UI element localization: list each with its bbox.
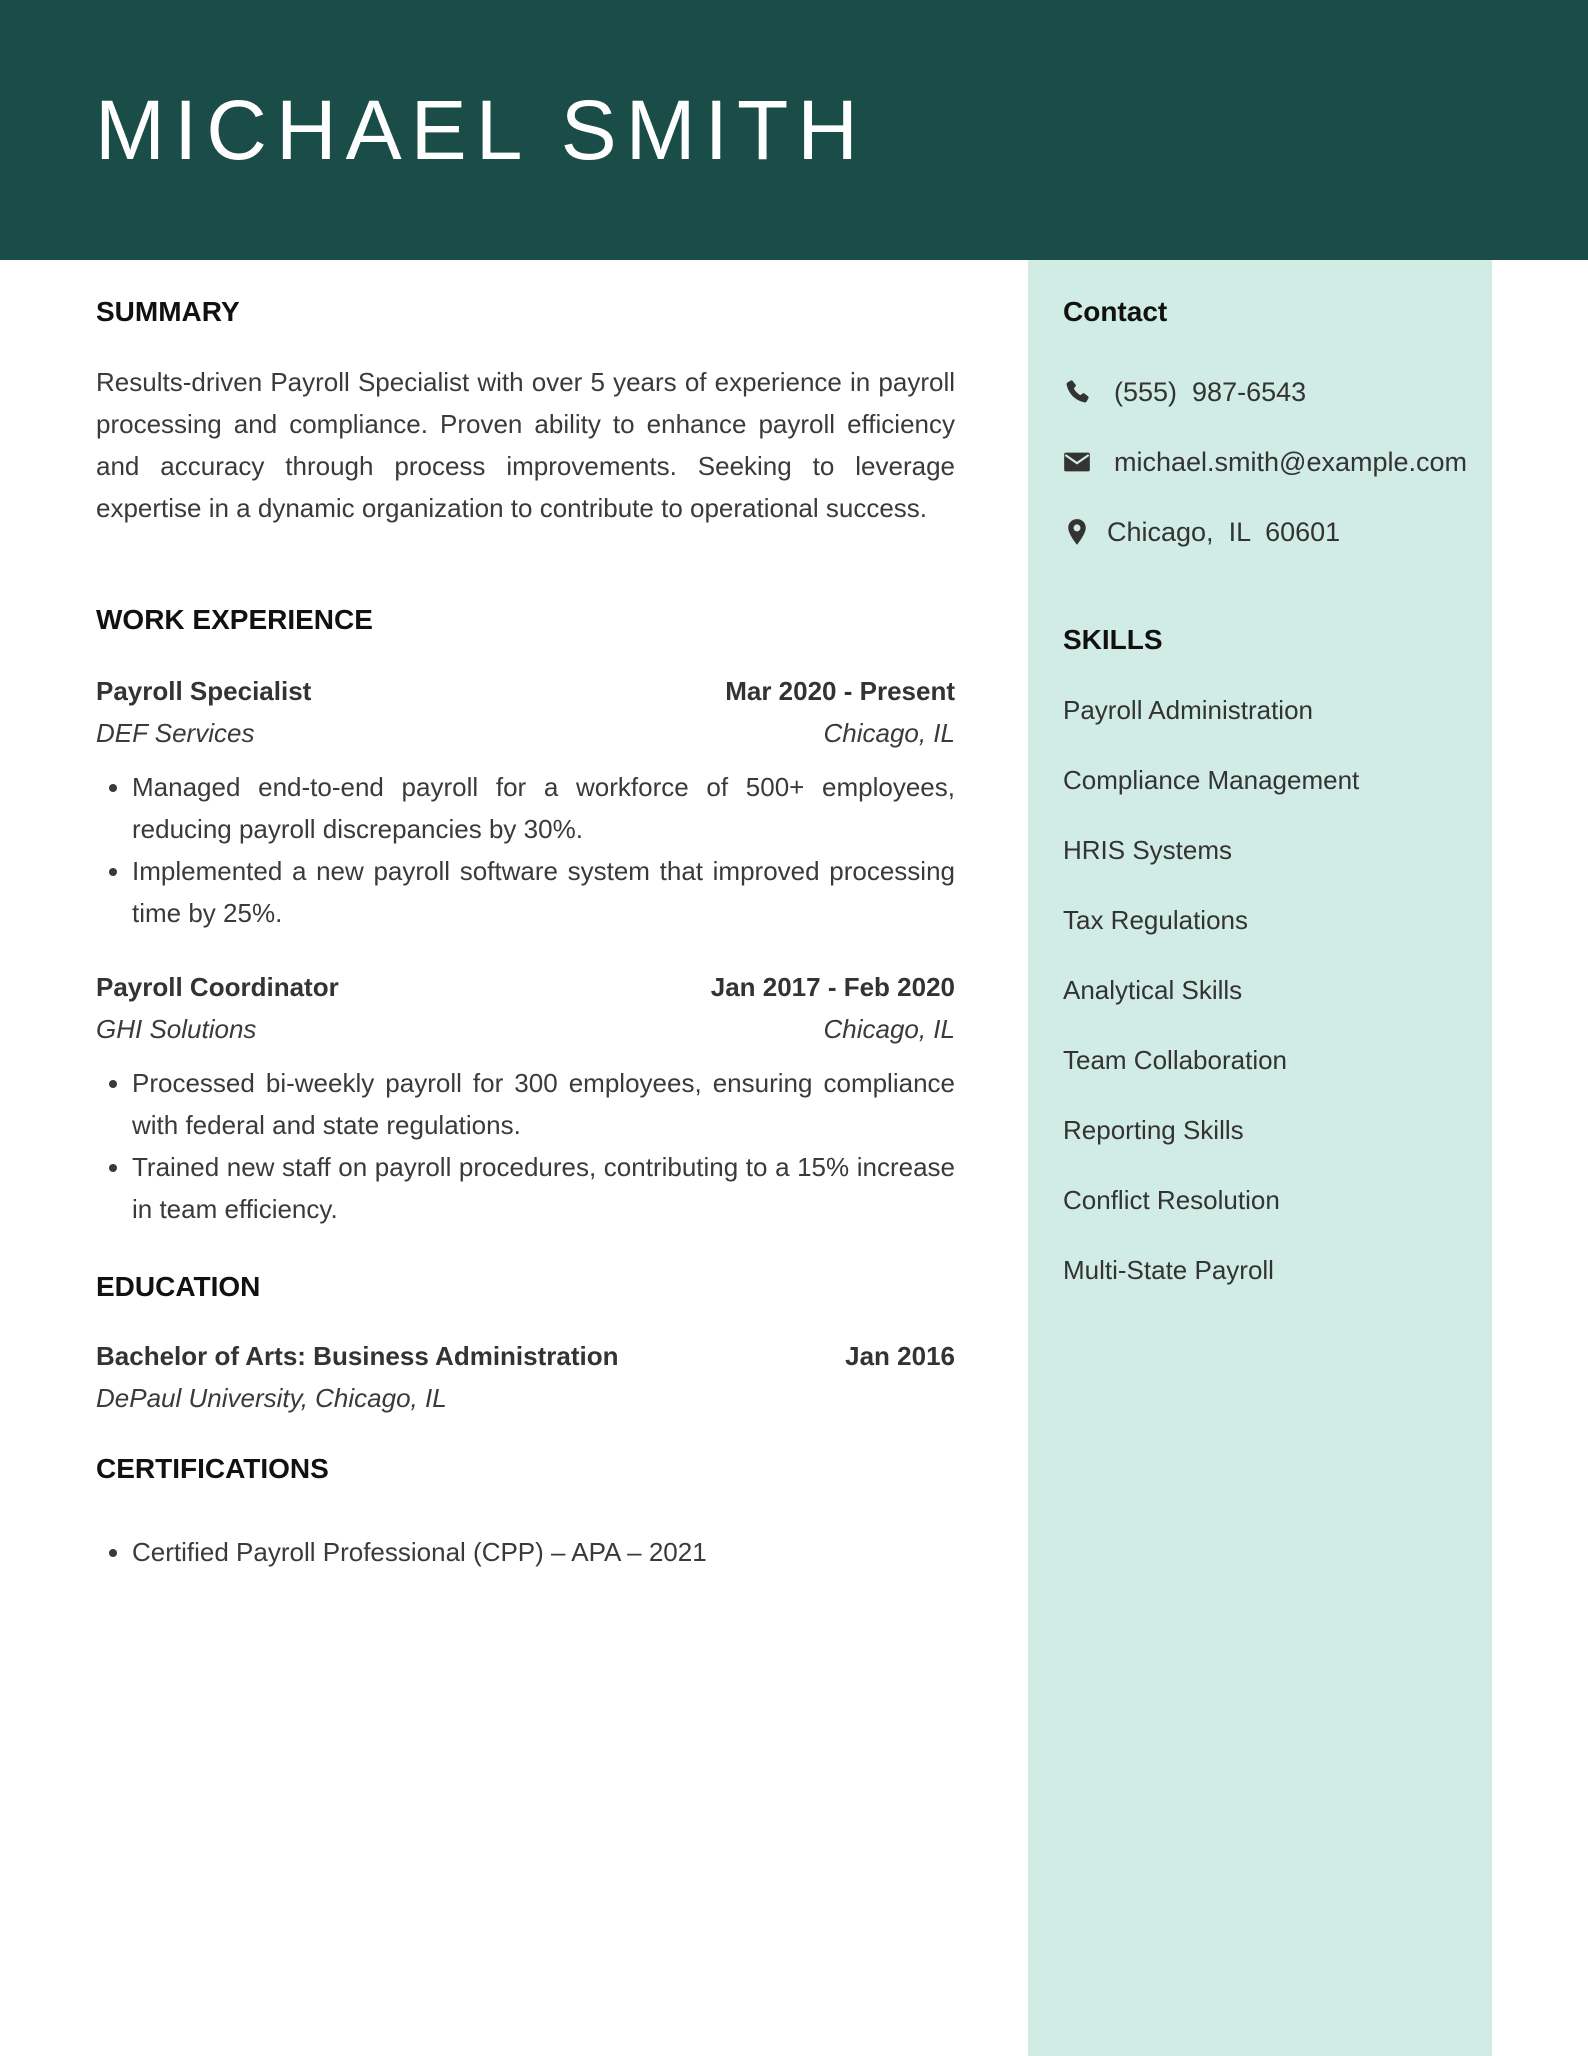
skill-item: Compliance Management: [1063, 765, 1360, 795]
contact-location: [1063, 512, 1340, 552]
job-bullets: [96, 1062, 955, 1230]
skill-item: Payroll Administration: [1063, 695, 1313, 725]
job-entry: [96, 966, 955, 1230]
education-entry: [96, 1335, 955, 1419]
education-heading: EDUCATION: [96, 1271, 261, 1302]
job-dates: Mar 2020 - Present: [725, 676, 955, 706]
header-banner: [0, 0, 1588, 260]
map-pin-icon: [1063, 518, 1091, 546]
job-location: Chicago, IL: [823, 1014, 955, 1044]
skill-item: HRIS Systems: [1063, 835, 1233, 865]
phone-number[interactable]: (555) 987-6543: [1114, 376, 1307, 407]
job-bullet: • Managed end-to-end payroll for a workforce of 500+ employees, reducing payroll discrepancies by 30%.: [132, 766, 955, 850]
education-date: Jan 2016: [845, 1341, 955, 1371]
email-address[interactable]: michael.smith@example.com: [1114, 446, 1468, 477]
certifications-list: [96, 1531, 991, 1573]
contact-email: [1063, 442, 1467, 482]
job-bullet: • Implemented a new payroll software system that improved processing time by 25%.: [132, 850, 955, 934]
school: DePaul University, Chicago, IL: [96, 1383, 447, 1413]
contact-heading: Contact: [1063, 296, 1168, 327]
skill-item: Team Collaboration: [1063, 1045, 1288, 1075]
degree: Bachelor of Arts: Business Administration: [96, 1341, 619, 1371]
skill-item: Multi-State Payroll: [1063, 1255, 1274, 1285]
job-bullet: • Processed bi-weekly payroll for 300 employees, ensuring compliance with federal and state regulations.: [132, 1062, 955, 1146]
skills-heading: SKILLS: [1063, 624, 1163, 655]
job-title: Payroll Specialist: [96, 676, 312, 706]
skill-item: Tax Regulations: [1063, 905, 1248, 935]
job-company: GHI Solutions: [96, 1014, 257, 1044]
job-dates: Jan 2017 - Feb 2020: [710, 972, 955, 1002]
job-bullets: [96, 766, 955, 934]
skill-item: Analytical Skills: [1063, 975, 1243, 1005]
summary-heading: SUMMARY: [96, 296, 240, 327]
certification-item: • Certified Payroll Professional (CPP) – APA – 2021: [132, 1531, 991, 1573]
work-experience-heading: WORK EXPERIENCE: [96, 604, 373, 635]
job-location: Chicago, IL: [823, 718, 955, 748]
job-title: Payroll Coordinator: [96, 972, 339, 1002]
phone-icon: [1063, 378, 1091, 406]
envelope-icon: [1063, 448, 1091, 476]
job-bullet: • Trained new staff on payroll procedures, contributing to a 15% increase in team efficiency.: [132, 1146, 955, 1230]
candidate-name: MICHAEL SMITH: [95, 83, 867, 177]
job-company: DEF Services: [96, 718, 255, 748]
contact-phone: [1063, 372, 1306, 412]
certifications-heading: CERTIFICATIONS: [96, 1453, 329, 1484]
job-entry: [96, 670, 955, 934]
summary-text: Results-driven Payroll Specialist with over 5 years of experience in payroll processing and compliance. Proven ability to enhance payroll efficiency and accuracy through process improvements. Seeking to leverage expertise in a dynamic organization to contribute to operational success.: [96, 367, 955, 523]
skill-item: Conflict Resolution: [1063, 1185, 1280, 1215]
location-text: Chicago, IL 60601: [1107, 516, 1341, 547]
skill-item: Reporting Skills: [1063, 1115, 1244, 1145]
